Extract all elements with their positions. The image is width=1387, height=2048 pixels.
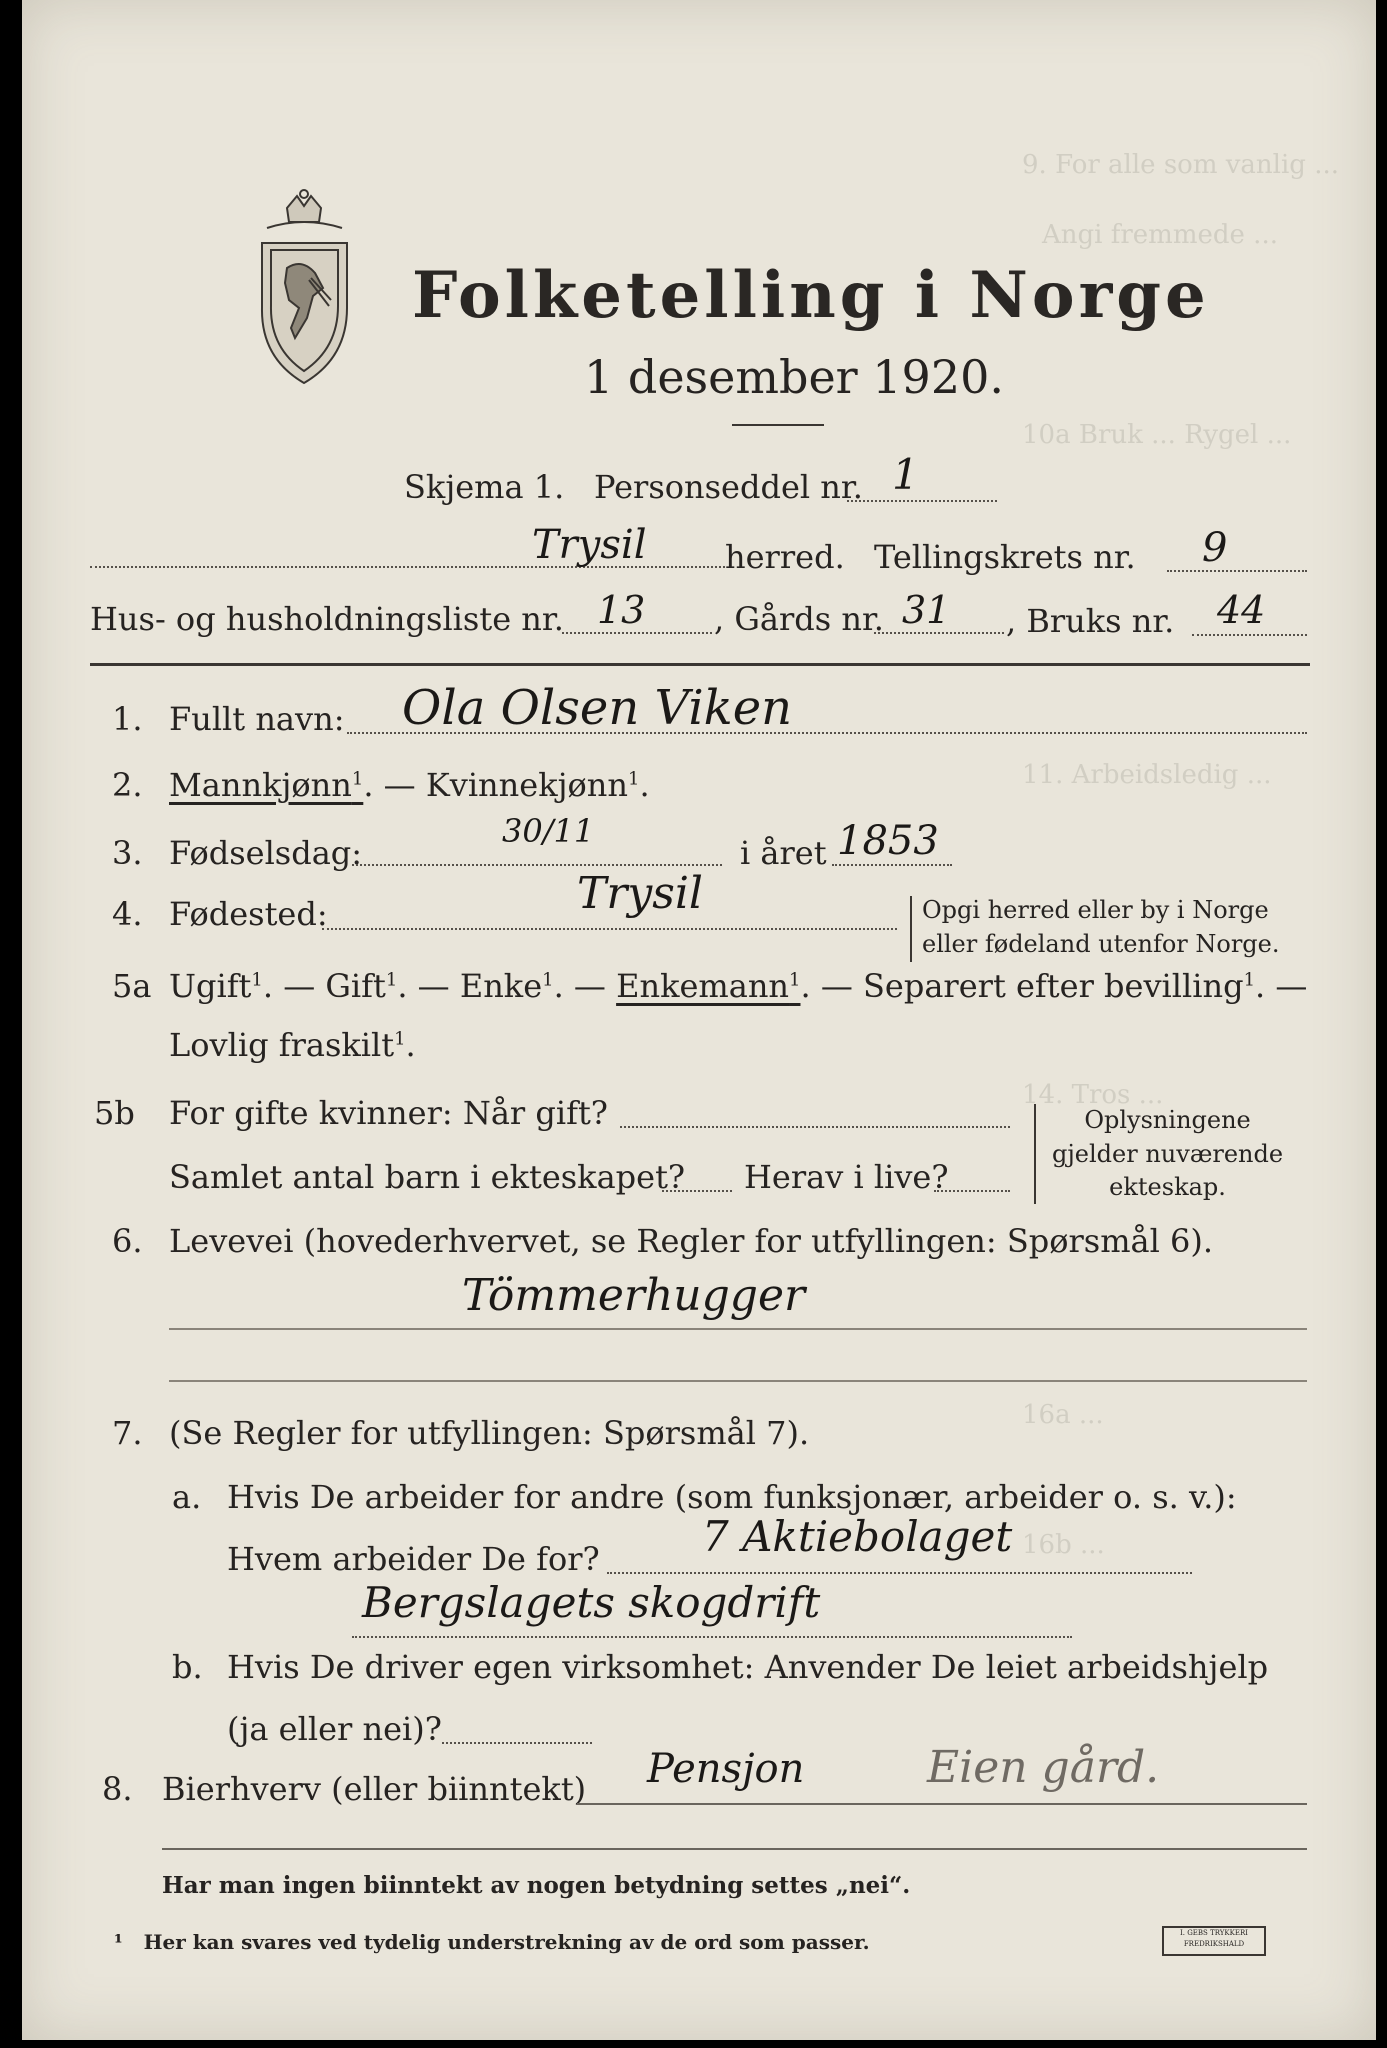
biinntekt-note: Har man ingen biinntekt av nogen betydning settes „nei“. <box>162 1872 911 1899</box>
side-income-field[interactable] <box>577 1803 1307 1805</box>
q6-label: Levevei (hovederhvervet, se Regler for utfyllingen: Spørsmål 6). <box>169 1222 1214 1260</box>
full-name-value: Ola Olsen Viken <box>402 680 793 736</box>
marital-enkemann-option[interactable]: Enkemann$^1$ <box>616 967 801 1005</box>
q3-year-label: i året <box>740 834 827 872</box>
q5b-label-children: Samlet antal barn i ekteskapet? <box>169 1158 686 1196</box>
personseddel-value: 1 <box>892 450 919 499</box>
q5b-note: Oplysningene gjelder nuværende ekteskap. <box>1052 1106 1284 1202</box>
gards-field[interactable] <box>874 632 1004 634</box>
marital-fraskilt-option[interactable]: Lovlig fraskilt$^1$. <box>169 1026 416 1064</box>
footnote: ¹ Her kan svares ved tydelig understrekning av de ord som passer. <box>114 1930 870 1954</box>
occupation-field-line2[interactable] <box>169 1380 1307 1382</box>
q5a-number: 5a <box>112 967 152 1005</box>
herred-value: Trysil <box>532 522 647 568</box>
q7-number: 7. <box>112 1414 143 1452</box>
employer-value-line2: Bergslagets skogdrift <box>362 1578 821 1627</box>
occupation-field[interactable] <box>169 1328 1307 1330</box>
bruks-field[interactable] <box>1192 634 1307 636</box>
tellingskrets-value: 9 <box>1202 525 1228 571</box>
header-divider <box>90 663 1310 666</box>
q5b-number: 5b <box>94 1094 135 1132</box>
employer-field-line2[interactable] <box>352 1636 1072 1638</box>
marital-enke-option[interactable]: Enke$^1$ <box>459 967 554 1005</box>
husliste-label: Hus- og husholdningsliste nr. <box>90 600 564 638</box>
q8-label: Bierhverv (eller biinntekt) <box>162 1770 587 1808</box>
q5b-label-married: For gifte kvinner: Når gift? <box>169 1094 608 1132</box>
q7a-employer-label: Hvem arbeider De for? <box>227 1540 600 1578</box>
q3-number: 3. <box>112 834 143 872</box>
birth-year-value: 1853 <box>837 818 939 864</box>
bruks-value: 44 <box>1217 588 1266 632</box>
birthplace-value: Trysil <box>577 868 703 919</box>
occupation-value: Tömmerhugger <box>462 1270 806 1321</box>
census-form-page: 9. For alle som vanlig ... Angi fremmede ... 10a Bruk ... Rygel ... 11. Arbeidsledig ... 14. Tros ... 16a ... 16b ... Folketelling i Norge 1 desember 1920. Skjema 1. Personseddel nr. 1 Trysil herred. Tellingskrets nr. 9 Hus- og husholdningsliste nr. 13 , Gårds nr. 31 , Bruks nr. 44 1. Fullt navn: Ola Olsen Viken 2. Mannkjønn$^1$. — Kvinnekjønn$^1$. 3. Fødselsdag: 30/11 i året 1853 4. Fødested: Trysil Opgi herred eller by i Norge eller fødeland utenfor Norge. 5a Ugift$^1$. — Gift$^1$. — Enke$^1$. — Enkemann$^1$. — Separert efter bevilling$^1$. — Lovlig fraskilt$^1$. 5b For gifte kvinner: Når gift? Samlet antal barn i ekteskapet? Herav i live? Oplysningene gjelder nuværende ekteskap. 6. Levevei (hovederhvervet, se Regler for utfyllingen: Spørsmål 6). Tömmerhugger 7. (Se Regler for utfyllingen: Spørsmål 7). a. Hvis De arbeider for andre (som funksjonær, arbeider o. s. v.): Hvem arbeider De for? 7 Aktiebolaget Bergslagets skogdrift b. Hvis De driver egen virksomhet: Anvender De leiet arbeidshjelp (ja eller nei)? 8. Bierhverv (eller biinntekt) Pensjon Eien gård. Har man ingen biinntekt av nogen betydning settes „nei“. ¹ Her kan svares ved tydelig understrekning av de ord som passer. I. GEBS TRYKKERI FREDRIKSHALD <box>22 0 1376 2040</box>
coat-of-arms-icon <box>247 188 362 388</box>
printer-stamp: I. GEBS TRYKKERI FREDRIKSHALD <box>1162 1926 1266 1956</box>
title-rule <box>732 424 824 426</box>
census-date: 1 desember 1920. <box>584 350 1004 404</box>
tellingskrets-field[interactable] <box>1167 570 1307 572</box>
herred-label: herred. <box>725 538 845 576</box>
page-title: Folketelling i Norge <box>412 258 1210 333</box>
children-alive-field[interactable] <box>934 1190 1010 1192</box>
husliste-value: 13 <box>597 588 646 632</box>
q7b-number: b. <box>172 1648 203 1686</box>
gards-label: , Gårds nr. <box>714 600 884 638</box>
husliste-field[interactable] <box>562 632 712 634</box>
q1-label: Fullt navn: <box>169 700 345 738</box>
personseddel-field[interactable] <box>847 500 997 502</box>
q4-label: Fødested: <box>169 895 328 933</box>
q3-label: Fødselsdag: <box>169 834 363 872</box>
q5b-label-alive: Herav i live? <box>744 1158 949 1196</box>
birthday-field[interactable] <box>352 864 722 866</box>
skjema-label: Skjema 1. <box>404 468 565 506</box>
side-income-value2: Eien gård. <box>927 1742 1160 1793</box>
tellingskrets-label: Tellingskrets nr. <box>874 538 1136 576</box>
birthday-value: 30/11 <box>502 812 595 850</box>
children-count-field[interactable] <box>662 1190 732 1192</box>
side-income-field-line2[interactable] <box>162 1848 1307 1850</box>
bruks-label: , Bruks nr. <box>1006 602 1175 640</box>
employer-field[interactable] <box>607 1572 1192 1574</box>
q2-number: 2. <box>112 766 143 804</box>
q1-number: 1. <box>112 700 143 738</box>
q6-number: 6. <box>112 1222 143 1260</box>
q7b-label-yesno: (ja eller nei)? <box>227 1710 442 1748</box>
q4-note-brace <box>910 896 912 962</box>
personseddel-label: Personseddel nr. <box>594 468 863 506</box>
hired-help-field[interactable] <box>442 1742 592 1744</box>
married-when-field[interactable] <box>620 1126 1010 1128</box>
q2-options: Mannkjønn$^1$. — Kvinnekjønn$^1$. <box>169 766 650 804</box>
q7a-number: a. <box>172 1478 202 1516</box>
marital-separert-option[interactable]: Separert efter bevilling$^1$ <box>863 967 1256 1005</box>
marital-ugift-option[interactable]: Ugift$^1$ <box>169 967 263 1005</box>
q8-number: 8. <box>102 1770 133 1808</box>
gender-male-option[interactable]: Mannkjønn$^1$ <box>169 766 364 804</box>
q7a-label: Hvis De arbeider for andre (som funksjonær, arbeider o. s. v.): <box>227 1478 1237 1516</box>
q4-note: Opgi herred eller by i Norge eller fødeland utenfor Norge. <box>922 896 1280 958</box>
marital-gift-option[interactable]: Gift$^1$ <box>325 967 398 1005</box>
gender-female-option[interactable]: Kvinnekjønn$^1$ <box>425 766 640 804</box>
employer-value-line1: 7 Aktiebolaget <box>702 1512 1013 1561</box>
q7-label: (Se Regler for utfyllingen: Spørsmål 7). <box>169 1414 810 1452</box>
q5b-note-brace <box>1034 1104 1036 1204</box>
q7b-label: Hvis De driver egen virksomhet: Anvender De leiet arbeidshjelp <box>227 1648 1269 1686</box>
side-income-value1: Pensjon <box>647 1746 805 1792</box>
q5a-options: Ugift$^1$. — Gift$^1$. — Enke$^1$. — Enkemann$^1$. — Separert efter bevilling$^1$. — <box>169 967 1308 1005</box>
birthplace-field[interactable] <box>322 928 897 930</box>
gards-value: 31 <box>902 588 951 632</box>
birth-year-field[interactable] <box>832 864 952 866</box>
q4-number: 4. <box>112 895 143 933</box>
